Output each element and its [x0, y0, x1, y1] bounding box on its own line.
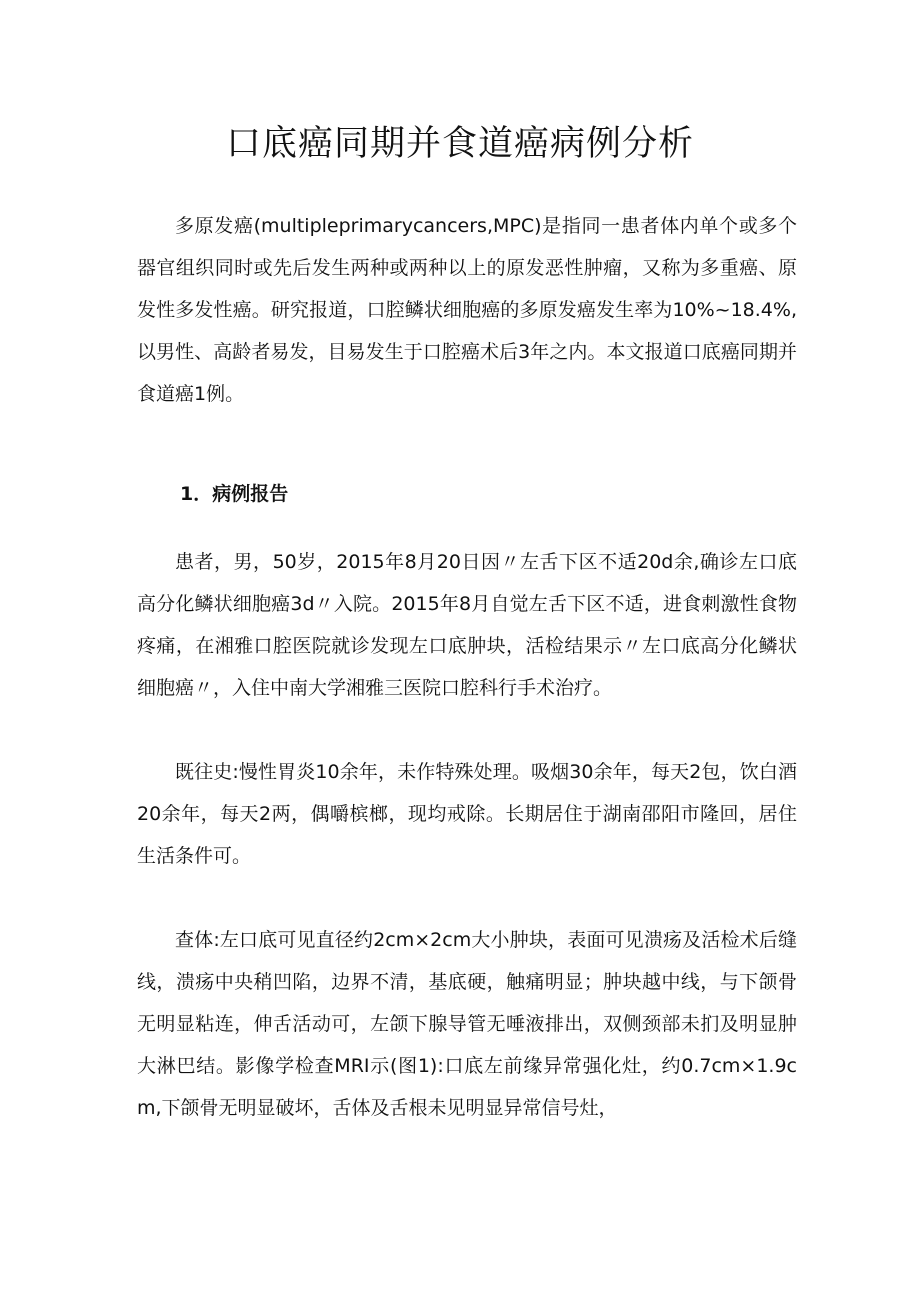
section-heading: 1．病例报告: [180, 483, 289, 505]
intro-paragraph: 多原发癌(multipleprimarycancers,MPC)是指同一患者体内单个或多个器官组织同时或先后发生两种或两种以上的原发恶性肿瘤，又称为多重癌、原发性多发性癌。研究报道，口腔鳞状细胞癌的多原发癌发生率为10%~18.4%,以男性、高龄者易发，目易发生于口腔癌术后3年之内。本文报道口底癌同期并食道癌1例。: [137, 215, 797, 405]
examination-paragraph: 查体:左口底可见直径约2cm×2cm大小肿块，表面可见溃疡及活检术后缝线，溃疡中央稍凹陷，边界不清，基底硬，触痛明显；肿块越中线，与下颌骨无明显粘连，伸舌活动可，左颌下腺导管无唾液排出，双侧颈部未扪及明显肿大淋巴结。影像学检查MRI示(图1):口底左前缘异常强化灶，约0.7cm×1.9cm,下颌骨无明显破坏，舌体及舌根未见明显异常信号灶，: [137, 929, 797, 1119]
past-history-paragraph: 既往史:慢性胃炎10余年，未作特殊处理。吸烟30余年，每天2包，饮白酒20余年，每天2两，偶嚼槟榔，现均戒除。长期居住于湖南邵阳市隆回，居住生活条件可。: [137, 761, 797, 867]
case-history-paragraph: 患者，男，50岁，2015年8月20日因〃左舌下区不适20d余,确诊左口底高分化鳞状细胞癌3d〃入院。2015年8月自觉左舌下区不适，进食刺激性食物疼痛，在湘雅口腔医院就诊发现左口底肿块，活检结果示〃左口底高分化鳞状细胞癌〃，入住中南大学湘雅三医院口腔科行手术治疗。: [137, 551, 797, 699]
page-title: 口底癌同期并食道癌病例分析: [225, 124, 694, 164]
